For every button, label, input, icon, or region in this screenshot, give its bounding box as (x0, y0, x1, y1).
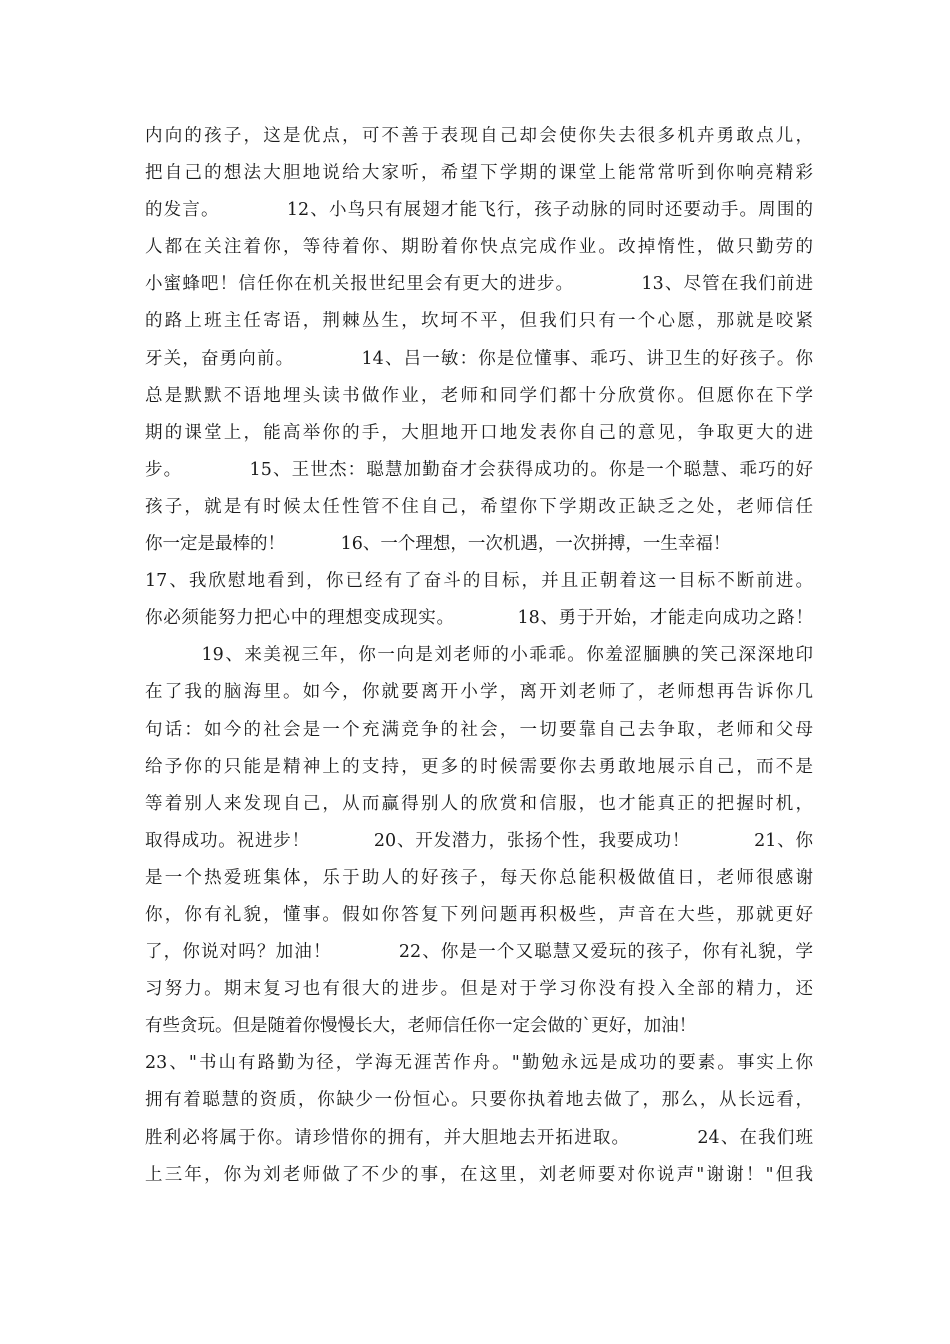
text-line: 句话：如今的社会是一个充满竞争的社会，一切要靠自己去争取，老师和父母 (145, 719, 813, 740)
text-line: 步。 15、王世杰：聪慧加勤奋才会获得成功的。你是一个聪慧、乖巧的好 (145, 459, 813, 480)
text-line: 把自己的想法大胆地说给大家听，希望下学期的课堂上能常常听到你响亮精彩 (145, 163, 813, 184)
text-line: 胜利必将属于你。请珍惜你的拥有，并大胆地去开拓进取。 24、在我们班 (145, 1127, 813, 1148)
text-line: 孩子，就是有时候太任性管不住自己，希望你下学期改正缺乏之处，老师信任 (145, 496, 813, 517)
text-line: 23、"书山有路勤为径，学海无涯苦作舟。"勤勉永远是成功的要素。事实上你 (145, 1053, 813, 1074)
text-line: 取得成功。祝进步！ 20、开发潜力，张扬个性，我要成功！ 21、你 (145, 830, 813, 851)
text-line: 期的课堂上，能高举你的手，大胆地开口地发表你自己的意见，争取更大的进 (145, 422, 813, 443)
text-line: 19、来美视三年，你一向是刘老师的小乖乖。你羞涩腼腆的笑己深深地印 (145, 645, 813, 666)
text-line: 人都在关注着你，等待着你、期盼着你快点完成作业。改掉惰性，做只勤劳的 (145, 237, 813, 258)
text-line: 有些贪玩。但是随着你慢慢长大，老师信任你一定会做的`更好，加油！ (145, 1016, 697, 1037)
text-line: 等着别人来发现自己，从而赢得别人的欣赏和信服，也才能真正的把握时机， (145, 793, 813, 814)
text-line: 了，你说对吗？加油！ 22、你是一个又聪慧又爱玩的孩子，你有礼貌，学 (145, 942, 813, 963)
text-line: 牙关，奋勇向前。 14、吕一敏：你是位懂事、乖巧、讲卫生的好孩子。你 (145, 348, 813, 369)
text-line: 给予你的只能是精神上的支持，更多的时候需要你去勇敢地展示自己，而不是 (145, 756, 813, 777)
text-line: 17、我欣慰地看到，你已经有了奋斗的目标，并且正朝着这一目标不断前进。 (145, 571, 813, 592)
text-line: 的发言。 12、小鸟只有展翅才能飞行，孩子动脉的同时还要动手。周围的 (145, 200, 813, 221)
text-line: 你一定是最棒的！ 16、一个理想，一次机遇，一次拼搏，一生幸福！ (145, 534, 731, 555)
text-line: 习努力。期末复习也有很大的进步。但是对于学习你没有投入全部的精力，还 (145, 979, 813, 1000)
text-line: 在了我的脑海里。如今，你就要离开小学，离开刘老师了，老师想再告诉你几 (145, 682, 813, 703)
text-line: 上三年，你为刘老师做了不少的事，在这里，刘老师要对你说声"谢谢！"但我 (145, 1164, 813, 1185)
text-line: 小蜜蜂吧！信任你在机关报世纪里会有更大的进步。 13、尽管在我们前进 (145, 274, 813, 295)
text-line: 拥有着聪慧的资质，你缺少一份恒心。只要你执着地去做了，那么，从长远看， (145, 1090, 813, 1111)
text-line: 内向的孩子，这是优点，可不善于表现自己却会使你失去很多机卉勇敢点儿， (145, 126, 813, 146)
text-line: 是一个热爱班集体，乐于助人的好孩子，每天你总能积极做值日，老师很感谢 (145, 867, 813, 888)
body-text (145, 118, 813, 1194)
text-line: 你必须能努力把心中的理想变成现实。 18、勇于开始，才能走向成功之路！ (145, 608, 813, 629)
text-line: 总是默默不语地埋头读书做作业，老师和同学们都十分欣赏你。但愿你在下学 (145, 385, 813, 406)
text-line: 你，你有礼貌，懂事。假如你答复下列问题再积极些，声音在大些，那就更好 (145, 904, 813, 925)
text-line: 的路上班主任寄语，荆棘丛生，坎坷不平，但我们只有一个心愿，那就是咬紧 (145, 311, 813, 332)
